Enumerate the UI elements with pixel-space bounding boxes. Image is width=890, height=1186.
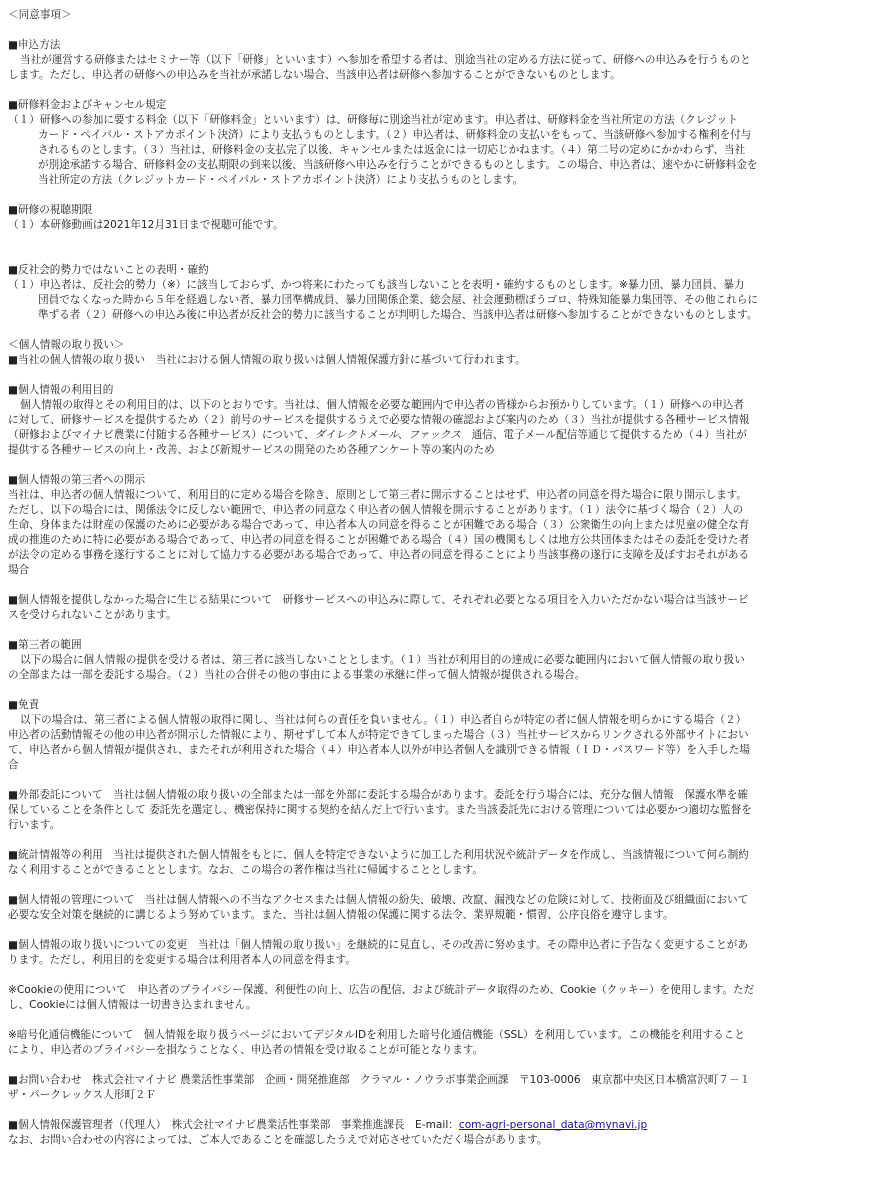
text-line: ■個人情報の管理について 当社は個人情報への不当なアクセスまたは個人情報の紛失、破壊、改竄、漏洩などの危険に対して、技術面及び組織面において: [8, 894, 749, 906]
section-statistics: [8, 848, 882, 878]
text-line: 成の推進のために特に必要がある場合であって、申込者の同意を得ることが困難である場合（４）国の機関もしくは地方公共団体またはその委託を受けた者: [8, 534, 750, 546]
text-line: の全部または一部を委託する場合。（２）当社の合併その他の事由による事業の承継に伴って個人情報が提供される場合。: [8, 669, 586, 681]
section-title: ■反社会的勢力ではないことの表明・確約: [8, 264, 209, 276]
text-line: 以下の場合は、第三者による個人情報の取得に関し、当社は何らの責任を負いません。（１）申込者自らが特定の者に個人情報を明らかにする場合（２）: [20, 714, 747, 726]
section-disclaimer: [8, 698, 882, 773]
text-line: 行います。: [8, 819, 61, 831]
section-management: [8, 893, 882, 923]
text-line: 提供する各種サービスの向上・改善、および新規サービスの開発のため各種アンケート等の案内のため: [8, 444, 495, 456]
section-purpose: [8, 383, 882, 458]
text-line: 以下の場合に個人情報の提供を受ける者は、第三者に該当しないこととします。（１）当社が利用目的の達成に必要な範囲内において個人情報の取り扱い: [20, 654, 745, 666]
privacy-heading: ＜個人情報の取り扱い＞: [8, 339, 125, 351]
email-link[interactable]: com-agri-personal_data@mynavi.jp: [458, 1119, 648, 1131]
section-title: ■研修の視聴期限: [8, 204, 93, 216]
section-third-party-scope: [8, 638, 882, 683]
text-line: て、申込者から個人情報が提供され、またそれが利用された場合（４）申込者本人以外が申込者個人を識別できる情報（ＩＤ・パスワード等）を入手した場: [8, 744, 750, 756]
text-line: なく利用することができることとします。なお、この場合の著作権は当社に帰属することとします。: [8, 864, 484, 876]
text-line: 当社は、申込者の個人情報について、利用目的に定める場合を除き、原則として第三者に開示することはせず、申込者の同意を得た場合に限り開示します。: [8, 489, 748, 501]
text-line: 当社が運営する研修またはセミナー等（以下「研修」といいます）へ参加を希望する者は、別途当社の定める方法に従って、研修への申込みを行うものと: [20, 54, 751, 66]
section-fee: [8, 98, 882, 188]
section-title: ■個人情報の利用目的: [8, 384, 114, 396]
section-outsourcing: [8, 788, 882, 833]
manager-prefix: ■個人情報保護管理者（代理人） 株式会社マイナビ農業活性事業部 事業推進課長 E-mail：: [8, 1119, 459, 1131]
text-segment: 通信、電子メール配信等通じて提供するため（４）当社が: [461, 429, 747, 441]
text-line: し、Cookieには個人情報は一切書き込まれません。: [8, 999, 257, 1011]
text-line: ■統計情報等の利用 当社は提供された個人情報をもとに、個人を特定できないように加工した利用状況や統計データを作成し、当該情報について何ら制約: [8, 849, 749, 861]
section-contact: [8, 1073, 882, 1103]
text-line: ■個人情報の取り扱いについての変更 当社は「個人情報の取り扱い」を継続的に見直し、その改善に努めます。その際申込者に予告なく変更することがあ: [8, 939, 748, 951]
text-line: 必要な安全対策を継続的に講じるよう努めています。また、当社は個人情報の保護に関する法令、業界規範・慣習、公序良俗を遵守します。: [8, 909, 674, 921]
text-line: 個人情報の取得とその利用目的は、以下のとおりです。当社は、個人情報を必要な範囲内で申込者の皆様からお預かりしています。（１）研修への申込者: [20, 399, 744, 411]
section-disclosure: [8, 473, 882, 578]
text-line: 生命、身体または財産の保護のために必要がある場合であって、申込者本人の同意を得ることが困難である場合（３）公衆衛生の向上または児童の健全な育: [8, 519, 750, 531]
section-ssl: [8, 1028, 882, 1058]
text-line: します。ただし、申込者の研修への申込みを当社が承諾しない場合、当該申込者は研修へ参加することができないものとします。: [8, 69, 621, 81]
text-line: スを受けられないことがあります。: [8, 609, 177, 621]
text-line: カード・ペイパル・ストアカポイント決済）により支払うものとします。（２）申込者は、研修料金の支払いをもって、当該研修へ参加する権利を付与: [38, 129, 752, 141]
text-line: ■個人情報を提供しなかった場合に生じる結果について 研修サービスへの申込みに際して、それぞれ必要となる項目を入力いただかない場合は当該サービ: [8, 594, 749, 606]
text-line: （１）本研修動画は2021年12月31日まで視聴可能です。: [8, 219, 284, 231]
consent-heading: ＜同意事項＞: [8, 9, 72, 21]
text-line: 申込者の活動情報その他の申込者が開示した情報により、期せずして本人が特定できてしまった場合（３）当社サービスからリンクされる外部サイトにおい: [8, 729, 749, 741]
text-line: により、申込者のプライバシーを損なうことなく、申込者の情報を受け取ることが可能となります。: [8, 1044, 484, 1056]
section-changes: [8, 938, 882, 968]
text-line: されるものとします。（３）当社は、研修料金の支払完了以後、キャンセルまたは返金には一切応じかねます。（４）第二号の定めにかかわらず、当社: [38, 144, 746, 156]
text-line: ※暗号化通信機能について 個人情報を取り扱うページにおいてデジタルIDを利用した暗号化通信機能（SSL）を利用しています。この機能を利用すること: [8, 1029, 745, 1041]
text-line: ります。ただし、利用目的を変更する場合は利用者本人の同意を得ます。: [8, 954, 356, 966]
section-viewing: [8, 203, 882, 233]
privacy-handling: ■当社の個人情報の取り扱い 当社における個人情報の取り扱いは個人情報保護方針に基づいて行われます。: [8, 354, 526, 366]
section-title: ■研修料金およびキャンセル規定: [8, 99, 167, 111]
text-line: ※Cookieの使用について 申込者のプライバシー保護、利便性の向上、広告の配信、および統計データ取得のため、Cookie（クッキー）を使用します。ただ: [8, 984, 755, 996]
section-title: ■個人情報の第三者への開示: [8, 474, 146, 486]
text-line: が法令の定める事務を遂行することに対して協力する必要がある場合であって、申込者の同意を得ることにより当該事務の遂行に支障を及ぼすおそれがある: [8, 549, 750, 561]
section-application: [8, 38, 882, 83]
text-line: 団員でなくなった時から５年を経過しない者、暴力団準構成員、暴力団関係企業、総会屋、社会運動標ぼうゴロ、特殊知能暴力集団等、その他これらに: [38, 294, 758, 306]
section-title: ■第三者の範囲: [8, 639, 82, 651]
text-line: 準ずる者（２）研修への申込み後に申込者が反社会的勢力に該当することが判明した場合、当該申込者は研修へ参加することができないものとします。: [38, 309, 758, 321]
italic-text: ダイレクトメール、ファックス: [314, 429, 461, 441]
section-not-provided: [8, 593, 882, 623]
text-line: 場合: [8, 564, 30, 576]
text-line: 当社所定の方法（クレジットカード・ペイパル・ストアカポイント決済）により支払うものとします。: [38, 174, 524, 186]
text-line: ■お問い合わせ 株式会社マイナビ 農業活性事業部 企画・開発推進部 クラマル・ノウラボ事業企画課 〒103-0006 東京都中央区日本橋富沢町７－１: [8, 1074, 751, 1086]
text-line: [8, 428, 882, 443]
section-title: ■申込方法: [8, 39, 61, 51]
text-segment: （研修およびマイナビ農業に付随する各種サービス）について、: [8, 429, 315, 441]
text-line: （１）研修への参加に要する料金（以下「研修料金」といいます）は、研修毎に別途当社が定めます。申込者は、研修料金を当社所定の方法（クレジット: [8, 114, 738, 126]
text-line: ■外部委託について 当社は個人情報の取り扱いの全部または一部を外部に委託する場合があります。委託を行う場合には、充分な個人情報 保護水準を確: [8, 789, 748, 801]
section-title: ■免責: [8, 699, 40, 711]
text-line: 保していることを条件として 委託先を選定し、機密保持に関する契約を結んだ上で行います。また当該委託先における管理については必要かつ適切な監督を: [8, 804, 752, 816]
text-line: なお、お問い合わせの内容によっては、ご本人であることを確認したうえで対応させていただく場合があります。: [8, 1134, 548, 1146]
text-line: ただし、以下の場合には、関係法令に反しない範囲で、申込者の同意なく申込者の個人情報を開示することがあります。（１）法令に基づく場合（２）人の: [8, 504, 744, 516]
text-line: （１）申込者は、反社会的勢力（※）に該当しておらず、かつ将来にわたっても該当しないことを表明・確約するものとします。※暴力団、暴力団員、暴力: [8, 279, 745, 291]
text-line: ザ・パークレックス人形町２Ｆ: [8, 1089, 157, 1101]
section-manager: [8, 1118, 882, 1148]
text-line: 合: [8, 759, 19, 771]
text-line: に対して、研修サービスを提供するため（２）前号のサービスを提供するうえで必要な情報の確認および案内のため（３）当社が提供する各種サービス情報: [8, 414, 750, 426]
text-line: が別途承諾する場合、研修料金の支払期限の到来以後、当該研修へ申込みを行うことができるものとします。この場合、申込者は、速やかに研修料金を: [38, 159, 758, 171]
text-line: [8, 1118, 882, 1133]
section-cookie: [8, 983, 882, 1013]
section-antisocial: [8, 263, 882, 323]
